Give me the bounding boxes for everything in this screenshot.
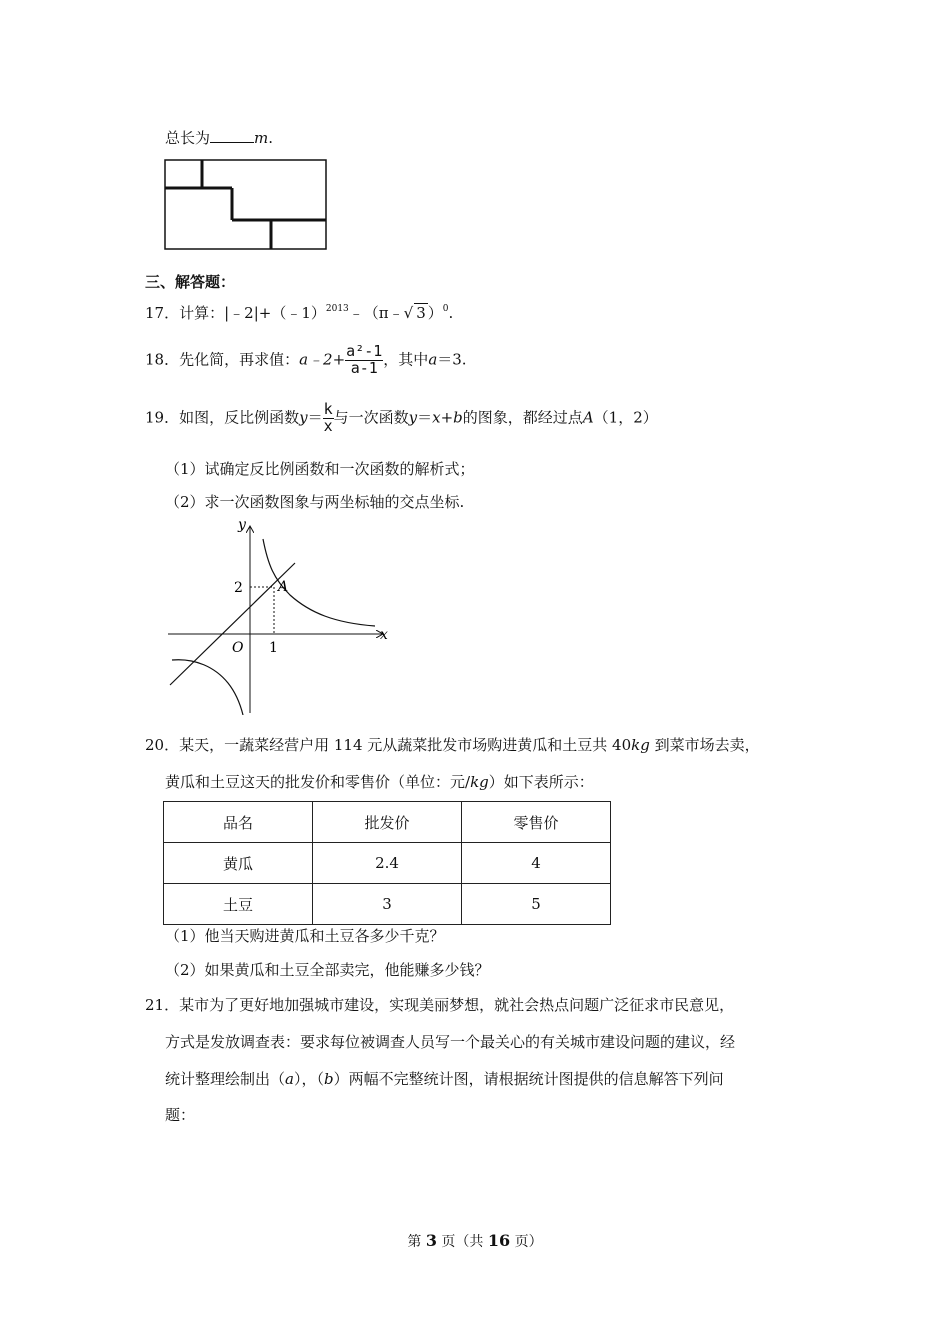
sqrt-sign: √ — [403, 304, 414, 322]
q19-sub1: （1）试确定反比例函数和一次函数的解析式； — [165, 460, 475, 478]
table-cell: 2.4 — [313, 843, 462, 884]
table-cell: 4 — [462, 843, 611, 884]
table-cell: 黄瓜 — [164, 843, 313, 884]
x-axis-label: x — [380, 627, 388, 643]
question-21-line4: 题： — [165, 1106, 196, 1124]
page-total: 16 — [487, 1231, 511, 1250]
table-header-cell: 品名 — [164, 802, 313, 843]
tick-y-label: 2 — [234, 580, 243, 596]
page-number: 3 — [425, 1231, 437, 1250]
question-21-line2: 方式是发放调查表：要求每位被调查人员写一个最关心的有关城市建设问题的建议，经 — [165, 1033, 736, 1051]
table-header-cell: 批发价 — [313, 802, 462, 843]
table-row — [164, 884, 611, 925]
fraction: $\frac{k}{x}$ — [323, 400, 333, 435]
question-21-line1: 21．某市为了更好地加强城市建设，实现美丽梦想，就社会热点问题广泛征求市民意见， — [145, 996, 735, 1014]
question-20-line2: 黄瓜和土豆这天的批发价和零售价（单位：元/kg）如下表所示： — [165, 773, 594, 791]
table-row — [164, 843, 611, 884]
table-header-row — [164, 802, 611, 843]
question-18: 18．先化简，再求值：a﹣2+ $\frac{\text{a²-1}}{a-1}$ ，其中a＝3. — [145, 342, 467, 377]
function-graph — [160, 515, 400, 715]
point-a-label: A — [278, 579, 289, 595]
section-title: 三、解答题： — [145, 273, 236, 291]
table-cell: 3 — [313, 884, 462, 925]
tick-x-label: 1 — [269, 640, 278, 656]
table-cell: 5 — [462, 884, 611, 925]
question-19: 19．如图，反比例函数y＝ $\frac{k}{x}$ 与一次函数y＝x+b的图象，都经过点A（1，2） — [145, 400, 658, 435]
table-header-cell: 零售价 — [462, 802, 611, 843]
page-footer: 第 3 页（共 16 页） — [407, 1231, 543, 1250]
q20-sub1: （1）他当天购进黄瓜和土豆各多少千克？ — [165, 927, 445, 945]
question-17: 17．计算：|﹣2|+（﹣1）$^{2013}$﹣（π﹣√ 3 ）$^0$. — [145, 304, 454, 322]
path-figure — [162, 157, 330, 253]
y-axis-label: y — [238, 517, 246, 533]
q16-line: 总长为 m. — [165, 129, 274, 147]
question-20-line1: 20．某天，一蔬菜经营户用 114 元从蔬菜批发市场购进黄瓜和土豆共 40kg 到菜市场去卖， — [145, 736, 760, 754]
origin-label: O — [232, 640, 244, 656]
q19-sub2: （2）求一次函数图象与两坐标轴的交点坐标. — [165, 493, 465, 511]
answer-blank — [210, 128, 254, 143]
price-table — [163, 801, 611, 925]
fraction: $\frac{\text{a²-1}}{a-1}$ — [346, 342, 383, 377]
question-21-line3: 统计整理绘制出（a），（b）两幅不完整统计图，请根据统计图提供的信息解答下列问 — [165, 1070, 724, 1088]
q20-sub2: （2）如果黄瓜和土豆全部卖完，他能赚多少钱？ — [165, 961, 490, 979]
table-cell: 土豆 — [164, 884, 313, 925]
